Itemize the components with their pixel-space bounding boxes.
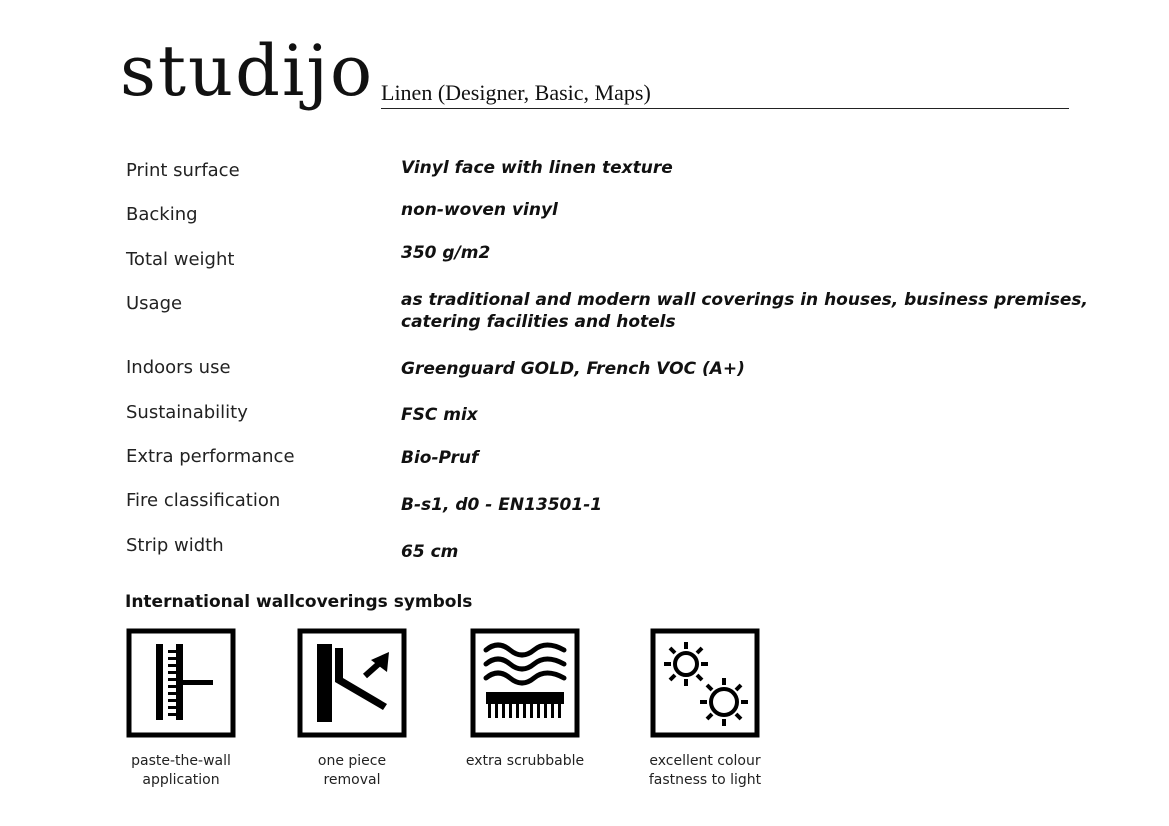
spec-value: 65 cm	[401, 542, 459, 562]
symbols-row	[0, 628, 1169, 808]
symbols-heading: International wallcoverings symbols	[125, 592, 473, 612]
spec-value: Bio-Pruf	[401, 448, 479, 468]
symbol-paste-the-wall	[106, 628, 256, 790]
symbol-one-piece-removal	[277, 628, 427, 790]
spec-value: FSC mix	[401, 405, 478, 425]
spec-label: Total weight	[126, 249, 235, 270]
colour-fastness-icon	[650, 628, 760, 738]
symbol-caption: removal	[323, 772, 381, 788]
spec-value: 350 g/m2	[401, 243, 491, 263]
spec-value: Greenguard GOLD, French VOC (A+)	[401, 359, 745, 379]
spec-value: non-woven vinyl	[401, 200, 558, 220]
spec-value: B-s1, d0 - EN13501-1	[401, 495, 603, 515]
symbol-extra-scrubbable	[450, 628, 600, 771]
brand-logo: studijo	[120, 30, 375, 112]
spec-value: Vinyl face with linen texture	[401, 158, 673, 178]
spec-label: Fire classification	[126, 490, 281, 511]
paste-the-wall-icon	[126, 628, 236, 738]
spec-value: as traditional and modern wall coverings in houses, business premises, catering facilities and hotels	[401, 290, 1088, 332]
spec-label: Extra performance	[126, 446, 295, 467]
spec-label: Sustainability	[126, 402, 248, 423]
spec-label: Backing	[126, 204, 198, 225]
one-piece-removal-icon	[297, 628, 407, 738]
symbol-caption: excellent colour	[649, 753, 761, 769]
symbol-caption: application	[142, 772, 220, 788]
symbol-caption: extra scrubbable	[465, 753, 585, 769]
spec-label: Indoors use	[126, 357, 231, 378]
spec-label: Print surface	[126, 160, 240, 181]
spec-label: Usage	[126, 293, 183, 314]
symbol-caption: paste-the-wall	[131, 753, 231, 769]
symbol-caption: one piece	[317, 753, 387, 769]
product-title: Linen (Designer, Basic, Maps)	[381, 80, 1069, 109]
extra-scrubbable-icon	[470, 628, 580, 738]
spec-label: Strip width	[126, 535, 224, 556]
symbol-caption: fastness to light	[648, 772, 762, 788]
symbol-colour-fastness	[630, 628, 780, 790]
